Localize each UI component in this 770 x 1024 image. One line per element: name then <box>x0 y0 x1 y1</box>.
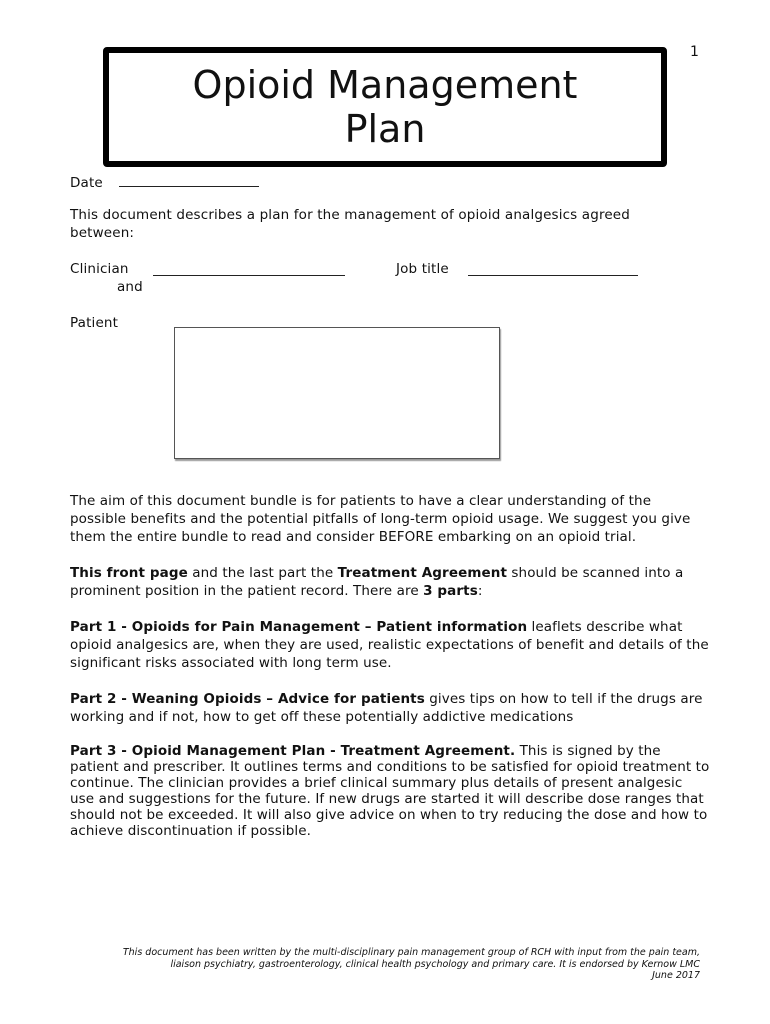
date-field[interactable] <box>119 173 259 187</box>
front-page-text-3: : <box>477 583 483 599</box>
date-row <box>70 173 259 192</box>
intro-text: This document describes a plan for the management of opioid analgesics agreed between: <box>70 207 630 241</box>
page-number: 1 <box>690 44 699 60</box>
part3-text: This is signed by the patient and prescriber. It outlines terms and conditions to be satisfied for opioid treatment to continue. The clinician provides a brief clinical summary plus details of present analgesic use and suggestions for the future. If new drugs are started it will describe dose ranges that should not be exceeded. It will also give advice on when to try reducing the dose and how to achieve discontinuation if possible. <box>70 743 710 839</box>
part2-paragraph <box>70 690 710 726</box>
front-page-text-1: and the last part the <box>187 565 338 581</box>
footer-line-1: This document has been written by the multi-disciplinary pain management group of RCH with input from the pain team, <box>122 947 700 958</box>
page-title <box>193 63 578 151</box>
part3-heading: Part 3 - Opioid Management Plan - Treatment Agreement. <box>70 743 516 759</box>
footer-note <box>60 947 700 982</box>
part1-heading: Part 1 - Opioids for Pain Management – Patient information <box>70 619 528 635</box>
aim-paragraph: The aim of this document bundle is for patients to have a clear understanding of the possible benefits and the potential pitfalls of long-term opioid usage. We suggest you give them the entire bundle to read and consider BEFORE embarking on an opioid trial. <box>70 493 691 545</box>
part3-paragraph <box>70 743 710 839</box>
part2-heading: Part 2 - Weaning Opioids – Advice for patients <box>70 691 425 707</box>
three-parts-bold: 3 parts <box>423 583 478 599</box>
part2-text: gives tips on how to tell if the drugs are working and if not, how to get off these potentially addictive medications <box>70 691 703 725</box>
footer-line-3: June 2017 <box>652 970 700 981</box>
front-page-bold: This front page <box>70 565 188 581</box>
footer-line-2: liaison psychiatry, gastroenterology, clinical health psychology and primary care. It is endorsed by Kernow LMC <box>170 958 700 970</box>
job-title-field[interactable] <box>468 262 638 276</box>
part1-text: leaflets describe what opioid analgesics are, when they are used, realistic expectations of benefit and details of the significant risks associated with long term use. <box>70 619 709 671</box>
title-line-2: Plan <box>344 107 426 151</box>
front-page-text-2: should be scanned into a prominent position in the patient record. There are <box>70 565 684 599</box>
treatment-agreement-bold: Treatment Agreement <box>337 565 508 581</box>
part1-paragraph <box>70 618 710 672</box>
date-label: Date <box>70 175 103 191</box>
and-label: and <box>117 279 143 295</box>
clinician-label: Clinician <box>70 261 129 277</box>
clinician-field[interactable] <box>153 262 345 276</box>
title-line-1: Opioid Management <box>192 63 578 107</box>
patient-label: Patient <box>70 315 119 331</box>
patient-details-box[interactable] <box>174 327 500 459</box>
title-box <box>103 47 667 167</box>
front-page-paragraph <box>70 564 710 600</box>
job-title-label: Job title <box>396 261 449 277</box>
